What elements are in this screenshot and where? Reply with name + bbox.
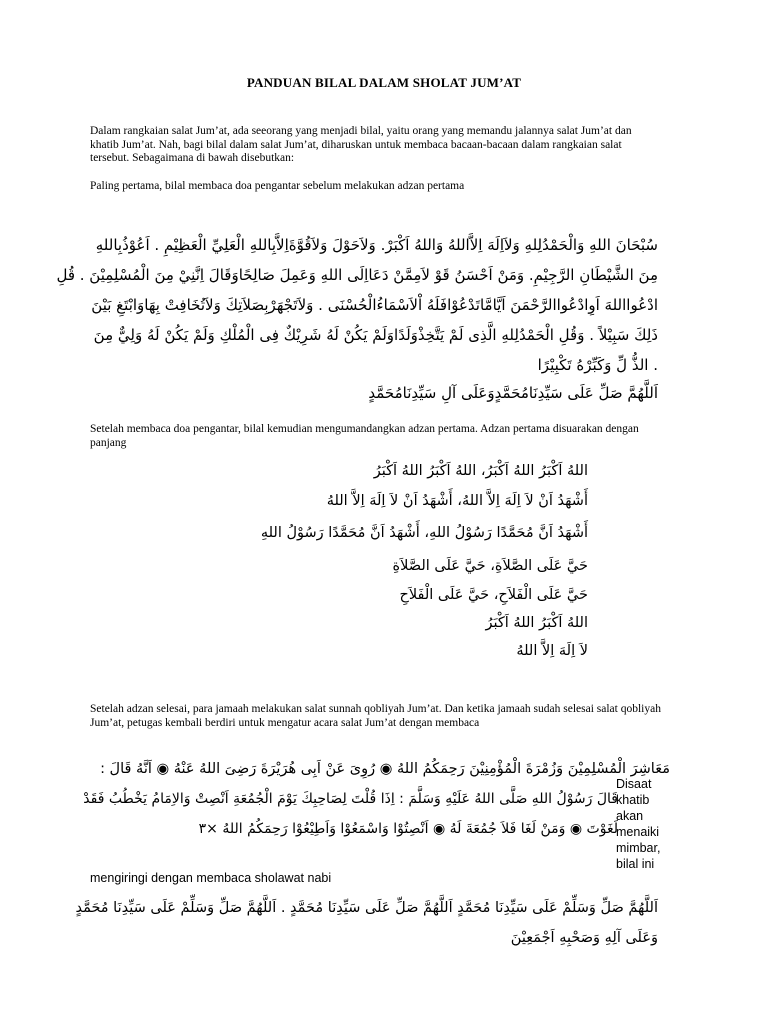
page-title: PANDUAN BILAL DALAM SHOLAT JUM’AT <box>246 75 522 90</box>
doa-pengantar-line: ادْعُوااللهَ اَوِادْعُواالرَّحْمَنَ اَيَّامَّاتَدْعُوْافَلَهُ اْلاَسْمَاءُالْحُسْنَى . وَلاَتَجْهَرْبِصَلاَتِكَ وَلاَتُخَافِتْ بِهَاوَابْتَغِ بَيْنَ <box>91 296 658 314</box>
side-note-line: menaiki <box>616 825 660 839</box>
step-1-text: Paling pertama, bilal membaca doa pengantar sebelum melakukan adzan pertama <box>90 180 465 192</box>
bacaan-bilal-line: مَعَاشِرَ الْمُسْلِمِيْنَ وَزُمْرَةَ الْمُؤْمِنِيْنَ رَحِمَكُمُ اللهُ ◉ رُوِىَ عَنْ اَبِى هُرَيْرَةَ رَضِىَ اللهُ عَنْهُ ◉ اَنَّهُ قَالَ : <box>100 761 670 777</box>
side-note-line: bilal ini <box>616 857 655 871</box>
adzan-line: اللهُ اَكْبَرُ اللهُ اَكْبَرُ <box>485 615 588 631</box>
adzan-line: أَشْهَدُ اَنْ لاَ اِلَهَ اِلاَّ اللهُ، أَشْهَدُ اَنْ لاَ اِلَهَ اِلاَّ اللهُ <box>326 493 588 509</box>
adzan-line: اللهُ اَكْبَرُ اللهُ اَكْبَرُ، اللهُ اَكْبَرُ اللهُ اَكْبَرُ <box>373 463 588 479</box>
step-3-text: Setelah adzan selesai, para jamaah melakukan salat sunnah qobliyah Jum’at. Dan ketika jamaah sudah selesai salat qobliyah Jum’at, petugas kembali berdiri untuk mengatur acara salat Jum’at dengan membaca <box>90 703 661 729</box>
sholawat-line: اَللَّهُمَّ صَلِّ وَسَلِّمْ عَلَى سَيِّدِنَا مُحَمَّدٍ اَللَّهُمَّ صَلِّ عَلَى سَيِّدِنَا مُحَمَّدٍ . اَللَّهُمَّ صَلِّ وَسَلِّمْ عَلَى سَيِّدِنَا مُحَمَّدٍ <box>75 900 658 916</box>
side-note-line: akan <box>616 809 644 823</box>
adzan-line: حَيَّ عَلَى الصَّلاَةِ، حَيَّ عَلَى الصَّلاَةِ <box>392 558 588 574</box>
sholawat-line: وَعَلَى آلِهِ وَصَحْبِهِ اَجْمَعِيْنَ <box>510 930 658 946</box>
doa-pengantar-line: اَللَّهُمَّ صَلِّ عَلَى سَيِّدِنَامُحَمَّدٍوَعَلَى آلِ سَيِّدِنَامُحَمَّدٍ <box>368 384 658 402</box>
bacaan-bilal-line: لَغَوْتَ ◉ وَمَنْ لَغَا فَلاَ جُمُعَةَ لَهُ ◉ اَنْصِتُوْا وَاسْمَعُوْا وَاَطِيْعُوْا رَحِمَكُمُ اللهُ ×٣ <box>198 821 618 837</box>
doa-pengantar-line: ذَلِكَ سَبِيْلاً . وَقُلِ الْحَمْدُلِلهِ الَّذِى لَمْ يَتَّخِذْوَلَدًاوَلَمْ يَكُنْ لَهُ شَرِيْكٌ فِى الْمُلْكِ وَلَمْ يَكُنْ لَهُ وَلِيٌّ مِنَ <box>93 326 658 344</box>
doa-pengantar-line: سُبْحَانَ اللهِ وَالْحَمْدُلِلهِ وَلاَاِلَهَ اِلاَّاللهُ وَاللهُ اَكْبَرْ. وَلاَحَوْلَ وَلاَقُوَّةَاِلاَّبِاللهِ الْعَلِيِّ الْعَظِيْمِ . اَعُوْذُبِاللهِ <box>95 236 658 254</box>
side-note-line: Disaat <box>616 777 652 791</box>
side-note-line: khatib <box>616 793 650 807</box>
adzan-line: حَيَّ عَلَى الْفَلاَحِ، حَيَّ عَلَى الْفَلاَحِ <box>399 587 588 603</box>
bacaan-bilal-line: قَالَ رَسُوْلُ اللهِ صَلَّى اللهُ عَلَيْهِ وَسَلَّمَ : اِذَا قُلْتَ لِصَاحِبِكَ يَوْمَ الْجُمُعَةِ اَنْصِتْ وَالاِمَامُ يَخْطُبُ فَقَدْ <box>83 791 618 807</box>
side-note-line: mimbar, <box>616 841 661 855</box>
step-2-text: Setelah membaca doa pengantar, bilal kemudian mengumandangkan adzan pertama. Adzan pertama disuarakan dengan panjang <box>90 423 639 449</box>
adzan-line: لاَ اِلَهَ اِلاَّ اللهُ <box>516 643 588 659</box>
sholawat-intro-text: mengiringi dengan membaca sholawat nabi <box>90 871 332 885</box>
intro-paragraph: Dalam rangkaian salat Jum’at, ada seeorang yang menjadi bilal, yaitu orang yang memandu jalannya salat Jum’at dan khatib Jum’at. Nah, bagi bilal dalam salat Jum’at, diharuskan untuk membaca bacaan-bacaan dalam rangkaian salat tersebut. Sebagaimana di bawah disebutkan: <box>90 125 632 164</box>
side-note <box>616 776 678 872</box>
doa-pengantar-line: . الذُّ لِّ وَكَبِّرْهُ تَكْبِيْرًا <box>537 356 658 374</box>
doa-pengantar-line: مِنَ الشَّيْطَانِ الرَّجِيْمِ. وَمَنْ اَحْسَنُ قَوْ لاَمِمَّنْ دَعَااِلَى اللهِ وَعَمِلَ صَالِحًاوَقَالَ اِنَّنِيْ مِنَ الْمُسْلِمِيْنَ . قُلِ <box>56 266 658 284</box>
adzan-line: أَشْهَدُ اَنَّ مُحَمَّدًا رَسُوْلُ اللهِ، أَشْهَدُ اَنَّ مُحَمَّدًا رَسُوْلُ اللهِ <box>260 525 588 541</box>
